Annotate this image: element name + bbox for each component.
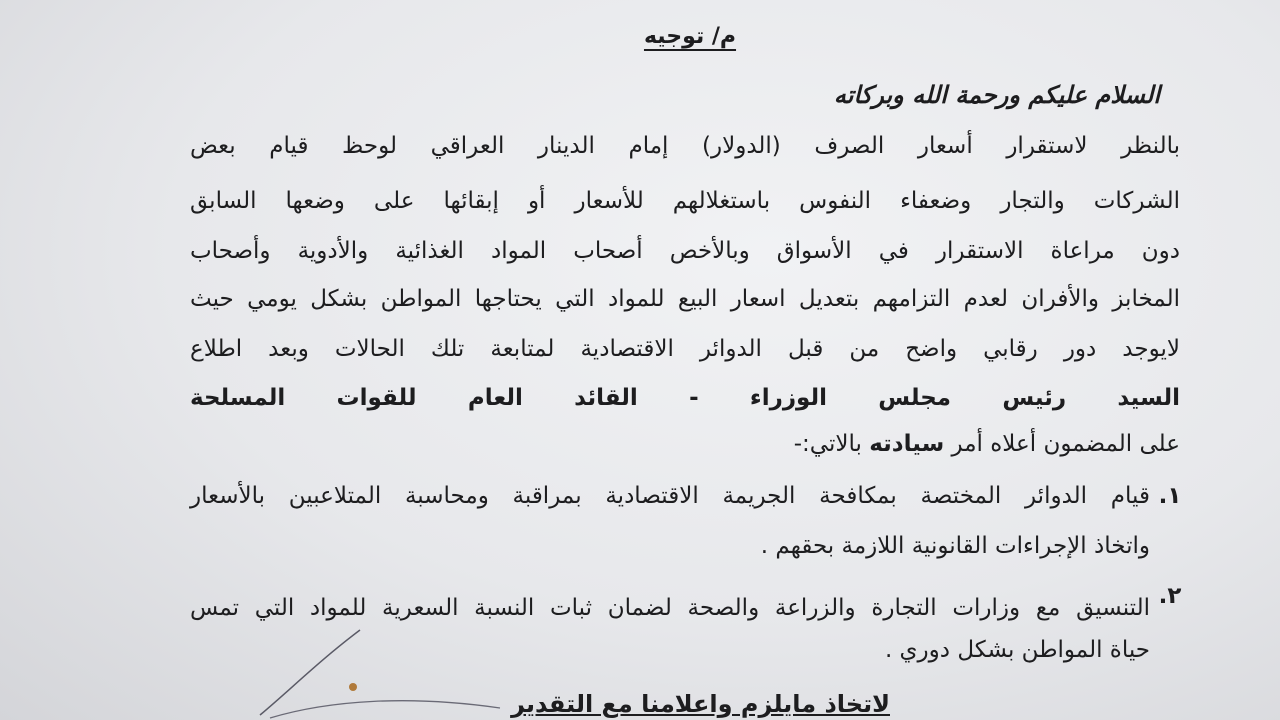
greeting: السلام عليكم ورحمة الله وبركاته [833, 80, 1160, 109]
paragraph-line-5: لايوجد دور رقابي واضح من قبل الدوائر الاقتصادية لمتابعة تلك الحالات وبعد اطلاع [190, 336, 1180, 362]
item-2-number: ٢. [1158, 583, 1182, 609]
document-subject: م/ توجيه [643, 24, 737, 49]
order-line [190, 428, 1180, 460]
paragraph-line-6: السيد رئيس مجلس الوزراء - القائد العام للقوات المسلحة [190, 385, 1180, 411]
order-line-bold: سيادته [869, 431, 945, 457]
item-1-line-1: قيام الدوائر المختصة بمكافحة الجريمة الاقتصادية بمراقبة ومحاسبة المتلاعبين بالأسعار [190, 483, 1150, 509]
item-2-line-1: التنسيق مع وزارات التجارة والزراعة والصحة لضمان ثبات النسبة السعرية للمواد التي تمس [190, 595, 1150, 621]
item-2-line-2: حياة المواطن بشكل دوري . [884, 637, 1150, 663]
item-1-number: ١. [1158, 483, 1182, 509]
order-line-suffix: بالاتي:- [793, 431, 862, 457]
paragraph-line-1: بالنظر لاستقرار أسعار الصرف (الدولار) إمام الدينار العراقي لوحظ قيام بعض [190, 133, 1180, 159]
item-1-line-2: واتخاذ الإجراءات القانونية اللازمة بحقهم . [760, 533, 1150, 559]
order-line-prefix: على المضمون أعلاه أمر [951, 431, 1180, 457]
paragraph-line-4: المخابز والأفران لعدم التزامهم بتعديل اسعار البيع للمواد التي يحتاجها المواطن بشكل يومي حيث [190, 286, 1180, 312]
paragraph-line-3: دون مراعاة الاستقرار في الأسواق وبالأخص أصحاب المواد الغذائية والأدوية وأصحاب [190, 238, 1180, 264]
closing-line: لاتخاذ مايلزم واعلامنا مع التقدير [511, 690, 890, 718]
paragraph-line-2: الشركات والتجار وضعفاء النفوس باستغلالهم للأسعار أو إبقائها على وضعها السابق [190, 188, 1180, 214]
